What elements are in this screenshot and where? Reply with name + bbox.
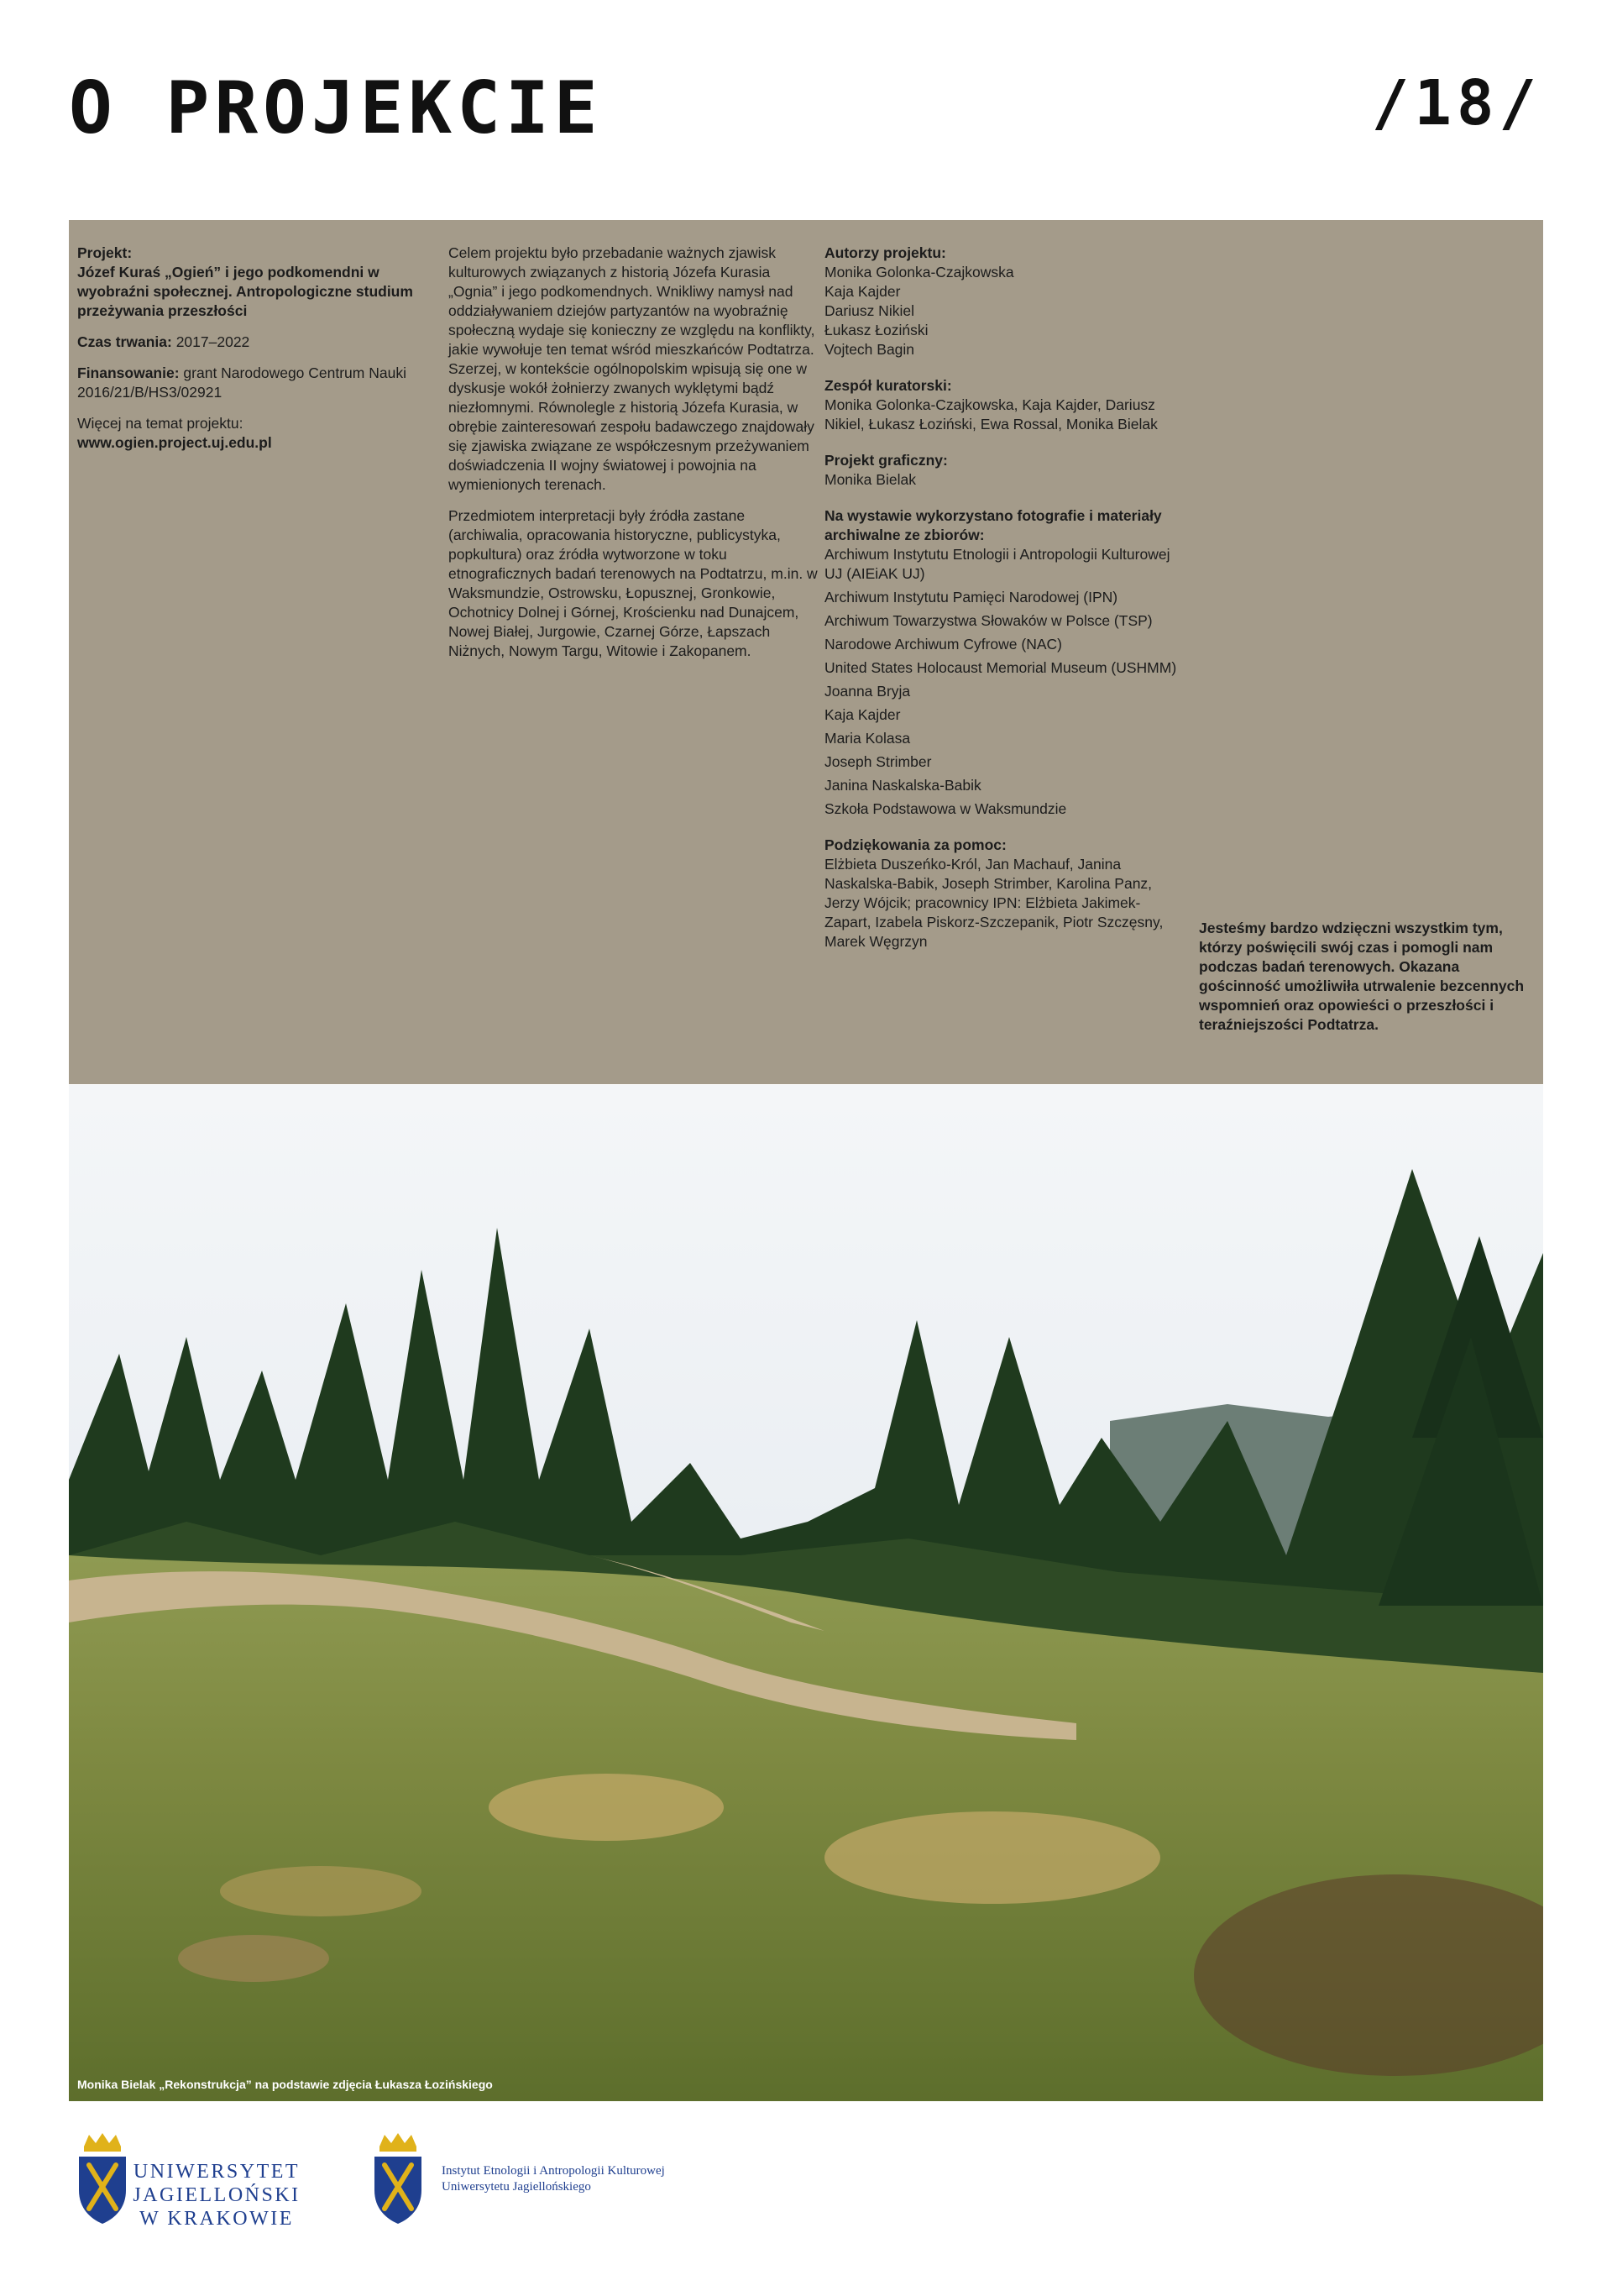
project-title: Józef Kuraś „Ogień” i jego podkomendni w wyobraźni społecznej. Antropologiczne studium przeżywania przeszłości [77, 264, 413, 319]
archive-item: Kaja Kajder [824, 706, 901, 723]
author-name: Kaja Kajder [824, 283, 901, 300]
project-info-column [77, 244, 413, 464]
archive-item: Archiwum Instytutu Pamięci Narodowej (IPN) [824, 589, 1118, 605]
funding-label: Finansowanie: [77, 364, 180, 381]
university-name [133, 2160, 301, 2230]
archive-item: Janina Naskalska-Babik [824, 777, 981, 794]
duration-label: Czas trwania: [77, 333, 172, 350]
institute-crest-icon [371, 2131, 425, 2232]
author-name: Dariusz Nikiel [824, 302, 914, 319]
photo-caption: Monika Bielak „Rekonstrukcja” na podstawie zdjęcia Łukasza Łozińskiego [77, 2078, 493, 2091]
archive-item: Joseph Strimber [824, 753, 932, 770]
design-section [824, 451, 1177, 490]
project-website-link[interactable]: www.ogien.project.uj.edu.pl [77, 434, 272, 451]
archive-item: Maria Kolasa [824, 730, 911, 747]
archive-item: United States Holocaust Memorial Museum (USHMM) [824, 659, 1177, 676]
institute-name-line: Uniwersytetu Jagiellońskiego [442, 2180, 591, 2194]
description-paragraph-2: Przedmiotem interpretacji były źródła zastane (archiwalia, opracowania historyczne, publicystyka, popkultura) oraz źródła wytworzone w toku etnograficznych badań terenowych na Podtatrzu, m.in. w Waksmundzie, Ostrowsku, Łopusznej, Gronkowie, Ochotnicy Dolnej i Górnej, Krościenku nad Dunajcem, Nowej Białej, Jurgowie, Czarnej Górze, Łapszach Niżnych, Nowym Targu, Witowie i Zakopanem. [448, 507, 818, 659]
curators-section [824, 376, 1177, 434]
curators-names: Monika Golonka-Czajkowska, Kaja Kajder, Dariusz Nikiel, Łukasz Łoziński, Ewa Rossal, Monika Bielak [824, 396, 1158, 432]
duration-value: 2017–2022 [175, 333, 250, 350]
authors-label: Autorzy projektu: [824, 244, 946, 261]
archive-item: Narodowe Archiwum Cyfrowe (NAC) [824, 636, 1062, 653]
author-name: Vojtech Bagin [824, 341, 915, 358]
landscape-photo [69, 1085, 1543, 2101]
more-info-label: Więcej na temat projektu: [77, 415, 243, 432]
archive-item: Szkoła Podstawowa w Waksmundzie [824, 800, 1067, 817]
university-name-line: JAGIELLOŃSKI [133, 2184, 301, 2206]
university-logo [76, 2131, 327, 2232]
authors-section [824, 244, 1177, 359]
thanks-names: Elżbieta Duszeńko-Król, Jan Machauf, Janina Naskalska-Babik, Joseph Strimber, Karolina Panz, Jerzy Wójcik; pracownicy IPN: Elżbieta Jakimek-Zapart, Izabela Piskorz-Szczepanik, Piotr Szczęsny, Marek Węgrzyn [824, 856, 1164, 950]
institute-name-line: Instytut Etnologii i Antropologii Kulturowej [442, 2164, 665, 2178]
design-name: Monika Bielak [824, 471, 916, 488]
archives-label: Na wystawie wykorzystano fotografie i materiały archiwalne ze zbiorów: [824, 507, 1162, 543]
archive-item: Archiwum Instytutu Etnologii i Antropologii Kulturowej UJ (AIEiAK UJ) [824, 546, 1170, 582]
page-number: /18/ [1371, 67, 1541, 139]
thanks-label: Podziękowania za pomoc: [824, 836, 1007, 853]
university-name-line: UNIWERSYTET [133, 2161, 301, 2183]
archives-section [824, 506, 1177, 819]
institute-name [442, 2163, 665, 2195]
project-label: Projekt: [77, 244, 133, 261]
institute-logo [371, 2131, 724, 2232]
description-column [448, 244, 818, 673]
curators-label: Zespół kuratorski: [824, 377, 952, 394]
info-panel [69, 220, 1543, 1084]
page-title: O PROJEKCIE [69, 66, 603, 150]
author-name: Monika Golonka-Czajkowska [824, 264, 1014, 280]
archive-item: Joanna Bryja [824, 683, 911, 700]
credits-column [824, 244, 1177, 968]
design-label: Projekt graficzny: [824, 452, 948, 469]
thanks-section [824, 836, 1177, 951]
forest-meadow-image [69, 1085, 1543, 2101]
archive-item: Archiwum Towarzystwa Słowaków w Polsce (TSP) [824, 612, 1153, 629]
uj-crest-icon [76, 2131, 129, 2232]
gratitude-note: Jesteśmy bardzo wdzięczni wszystkim tym, którzy poświęcili swój czas i pomogli nam podczas badań terenowych. Okazana gościnność umożliwiła utrwalenie bezcennych wspomnień oraz opowieści o przeszłości i teraźniejszości Podtatrza. [1199, 920, 1525, 1033]
description-paragraph-1: Celem projektu było przebadanie ważnych zjawisk kulturowych związanych z historią Józefa Kurasia „Ognia” i jego podkomendnych. Wnikliwy namysł nad oddziaływaniem dziejów partyzantów na wyobraźnię społeczną wydaje się konieczny ze względu na konflikty, jakie wywołuje ten temat wśród mieszkańców Podtatrza. Szerzej, w kontekście ogólnopolskim wpisują się one w dyskusje wokół żołnierzy zwanych wyklętymi bądź niezłomnymi. Równolegle z historią Józefa Kurasia, w obrębie zainteresowań zespołu badawczego znajdowały się zjawiska związane ze współczesnym przeżywaniem doświadczenia II wojny światowej i powojnia na wymienionych terenach. [448, 244, 815, 493]
author-name: Łukasz Łoziński [824, 322, 929, 338]
university-name-line: W KRAKOWIE [139, 2208, 294, 2230]
funding-value: grant Narodowego Centrum Nauki 2016/21/B/HS3/02921 [77, 364, 406, 401]
